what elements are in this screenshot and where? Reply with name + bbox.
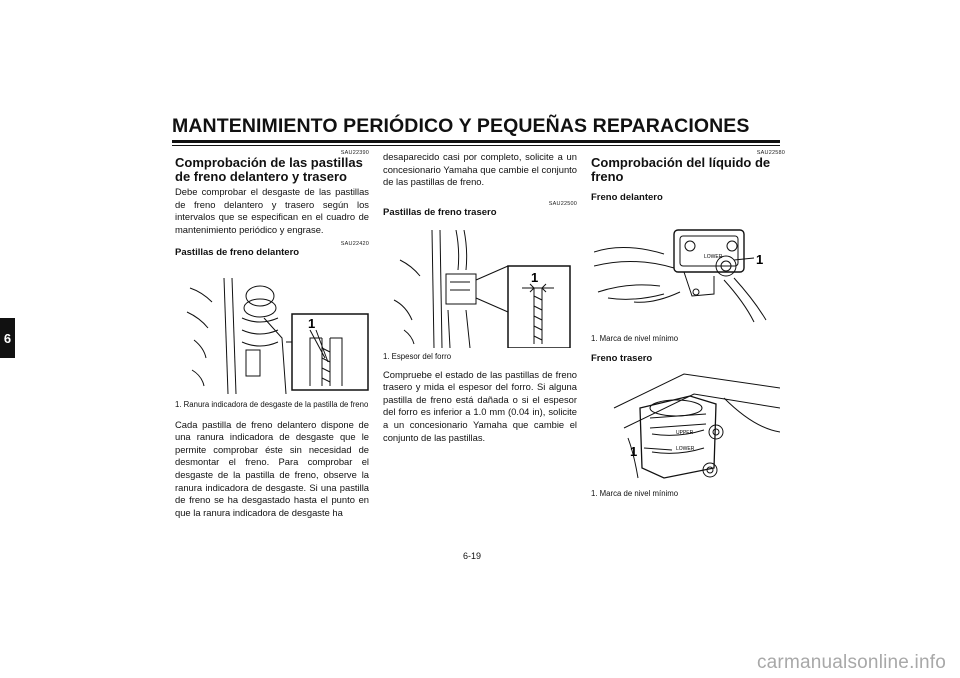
section-code: SAU22390: [340, 150, 369, 156]
lower-mark-label: LOWER: [704, 254, 723, 260]
body-paragraph: Cada pastilla de freno delantero dispone de una ranura indicadora de desgaste que le permite comprobar éste sin necesidad de desmontar el freno. Para comprobar el desgaste de la pastilla de freno, observe la ranura indicadora de desgaste. Si una pastilla de freno se ha desgastado hasta el punto en que la ranura indicadora de desgaste ha: [175, 418, 369, 518]
section-code: SAU22500: [548, 200, 577, 207]
figure-callout: 1: [531, 270, 539, 285]
title-rule: [172, 140, 780, 143]
upper-mark-label: UPPER: [676, 430, 694, 436]
page-title: MANTENIMIENTO PERIÓDICO Y PEQUEÑAS REPARACIONES: [172, 115, 750, 137]
body-paragraph: Compruebe el estado de las pastillas de freno trasero y mida el espesor del forro. Si alguna pastilla de freno está dañada o si el espesor del forro es inferior a 1.0 mm (0.04 in), solicite a un concesionario Yamaha que cambie el conjunto de las pastillas.: [383, 368, 577, 443]
figure-callout: 1: [756, 252, 764, 267]
front-brake-pad-figure: [182, 278, 378, 394]
column-2: [383, 151, 577, 218]
title-rule-thin: [172, 145, 780, 146]
column-1-lower: [175, 400, 369, 519]
figure-caption: 1. Espesor del forro: [383, 352, 452, 361]
figure-caption: 1. Ranura indicadora de desgaste de la pastilla de freno: [175, 400, 369, 409]
page-number: 6-19: [463, 551, 482, 561]
column-3-lower: [591, 489, 785, 499]
figure-caption: 1. Marca de nivel mínimo: [591, 489, 679, 498]
section-heading: Comprobación de las pastillas de freno delantero y trasero: [175, 155, 363, 184]
continuation-paragraph: desaparecido casi por completo, solicite a un concesionario Yamaha que cambie el conjunto de las pastillas de freno.: [383, 151, 577, 188]
column-2-lower: [383, 352, 577, 444]
front-brake-reservoir-figure: [594, 222, 780, 328]
subheading-front-pads: Pastillas de freno delantero: [175, 247, 300, 259]
column-1: [175, 150, 369, 258]
subheading-rear-pads: Pastillas de freno trasero: [383, 206, 497, 218]
figure-callout: 1: [630, 444, 638, 459]
intro-paragraph: Debe comprobar el desgaste de las pastillas de freno delantero y trasero según los intervalos que se especifican en el cuadro de mantenimiento periódico y engrase.: [175, 186, 369, 235]
chapter-tab: 6: [0, 318, 15, 358]
section-code: SAU22420: [340, 241, 369, 248]
subheading-rear-brake: Freno trasero: [591, 352, 653, 364]
column-3: [591, 150, 785, 203]
section-heading: Comprobación del líquido de freno: [591, 155, 771, 184]
subheading-front-brake: Freno delantero: [591, 192, 663, 203]
section-code: SAU22580: [756, 150, 785, 156]
figure-caption: 1. Marca de nivel mínimo: [591, 334, 679, 343]
lower-mark-label: LOWER: [676, 446, 695, 452]
figure-callout: 1: [308, 316, 316, 331]
rear-brake-reservoir-figure: [594, 368, 780, 482]
rear-brake-pad-figure: [390, 230, 576, 348]
watermark: carmanualsonline.info: [756, 652, 946, 673]
column-3-mid: [591, 334, 785, 364]
